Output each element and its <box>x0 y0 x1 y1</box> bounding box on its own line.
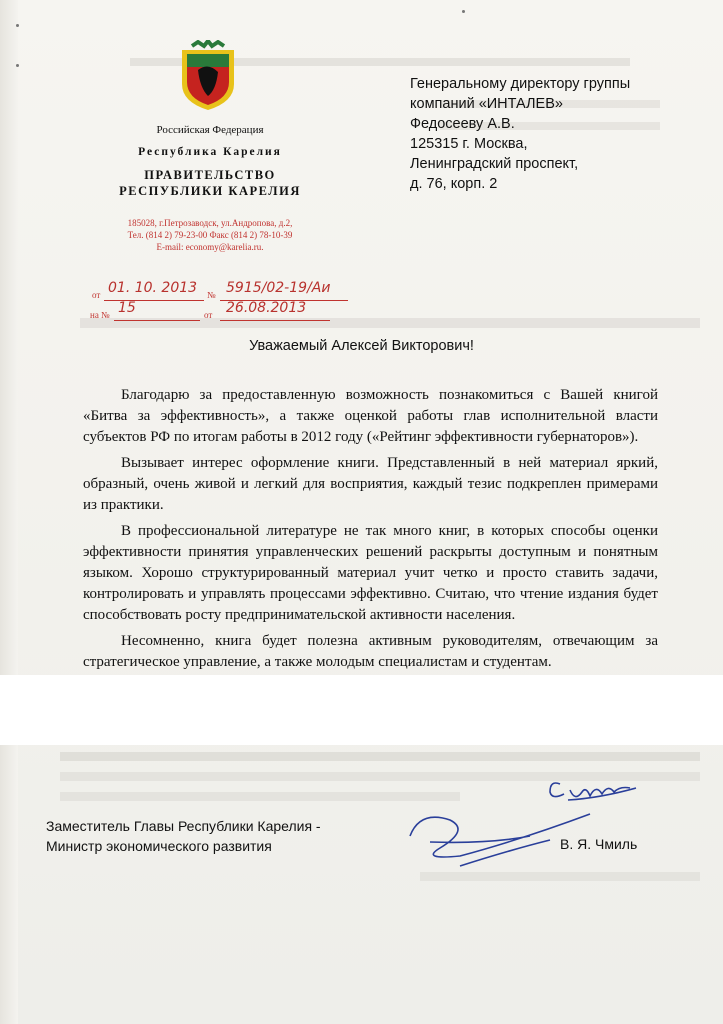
reg-ref-from-label: от <box>204 310 213 320</box>
recipient-block <box>410 74 630 194</box>
reg-ref-number: 15 <box>118 300 136 316</box>
salutation: Уважаемый Алексей Викторович! <box>249 338 474 354</box>
scan-edge <box>0 0 18 1024</box>
signer-title-line2: Министр экономического развития <box>46 838 272 854</box>
paragraph: В профессиональной литературе не так много книг, в которых способы оценки эффективности принятия управленческих решений раскрыты доступным и понятным языком. Хорошо структурированный материал учит четко и просто ставить задачи, контролировать и управлять процессами эффективно. Считаю, что чтение издания будет способствовать росту предпринимательской активности населения. <box>83 523 658 623</box>
reg-number-label: № <box>207 290 216 300</box>
scan-white-band <box>0 675 723 745</box>
karelia-emblem-icon <box>178 40 238 112</box>
recipient-line: 125315 г. Москва, <box>410 136 528 152</box>
recipient-line: Ленинградский проспект, <box>410 156 579 172</box>
recipient-line: д. 76, корп. 2 <box>410 176 498 192</box>
letterhead-address: 185028, г.Петрозаводск, ул.Андропова, д.2, <box>127 218 293 228</box>
reg-date: 01. 10. 2013 <box>108 280 198 296</box>
signer-title-line1: Заместитель Главы Республики Карелия - <box>46 818 321 834</box>
signer-title <box>46 816 321 856</box>
signer-name: В. Я. Чмиль <box>560 836 638 852</box>
letterhead-federation: Российская Федерация <box>156 124 264 136</box>
handwritten-signature-icon <box>400 770 640 890</box>
letterhead-email: E-mail: economy@karelia.ru. <box>156 242 264 252</box>
reg-ref-label: на № <box>90 310 110 320</box>
recipient-line: Федосееву А.В. <box>410 116 515 132</box>
reg-number: 5915/02-19/Аи <box>226 280 331 296</box>
reg-from-label: от <box>92 290 101 300</box>
letterhead-phone: Тел. (814 2) 79-23-00 Факс (814 2) 78-10-39 <box>127 230 293 240</box>
paragraph: Благодарю за предоставленную возможность познакомиться с Вашей книгой «Битва за эффективность», а также оценкой работы глав исполнительной власти субъектов РФ по итогам работы в 2012 году («Рейтинг эффективности губернаторов»). <box>83 387 658 445</box>
paragraph: Вызывает интерес оформление книги. Представленный в ней материал яркий, образный, очень живой и легкий для восприятия, каждый тезис подкреплен примерами из практики. <box>83 455 658 513</box>
recipient-line: компаний «ИНТАЛЕВ» <box>410 96 563 112</box>
paragraph: Несомненно, книга будет полезна активным руководителям, отвечающим за стратегическое управление, а также молодым специалистам и студентам. <box>83 633 658 670</box>
letterhead-government-line2: РЕСПУБЛИКИ КАРЕЛИЯ <box>119 184 301 198</box>
letterhead-republic: Республика Карелия <box>138 146 282 158</box>
recipient-line: Генеральному директору группы <box>410 76 631 92</box>
letterhead-government-line1: ПРАВИТЕЛЬСТВО <box>144 168 276 182</box>
letter-body <box>83 385 658 673</box>
reg-ref-date: 26.08.2013 <box>226 300 307 316</box>
